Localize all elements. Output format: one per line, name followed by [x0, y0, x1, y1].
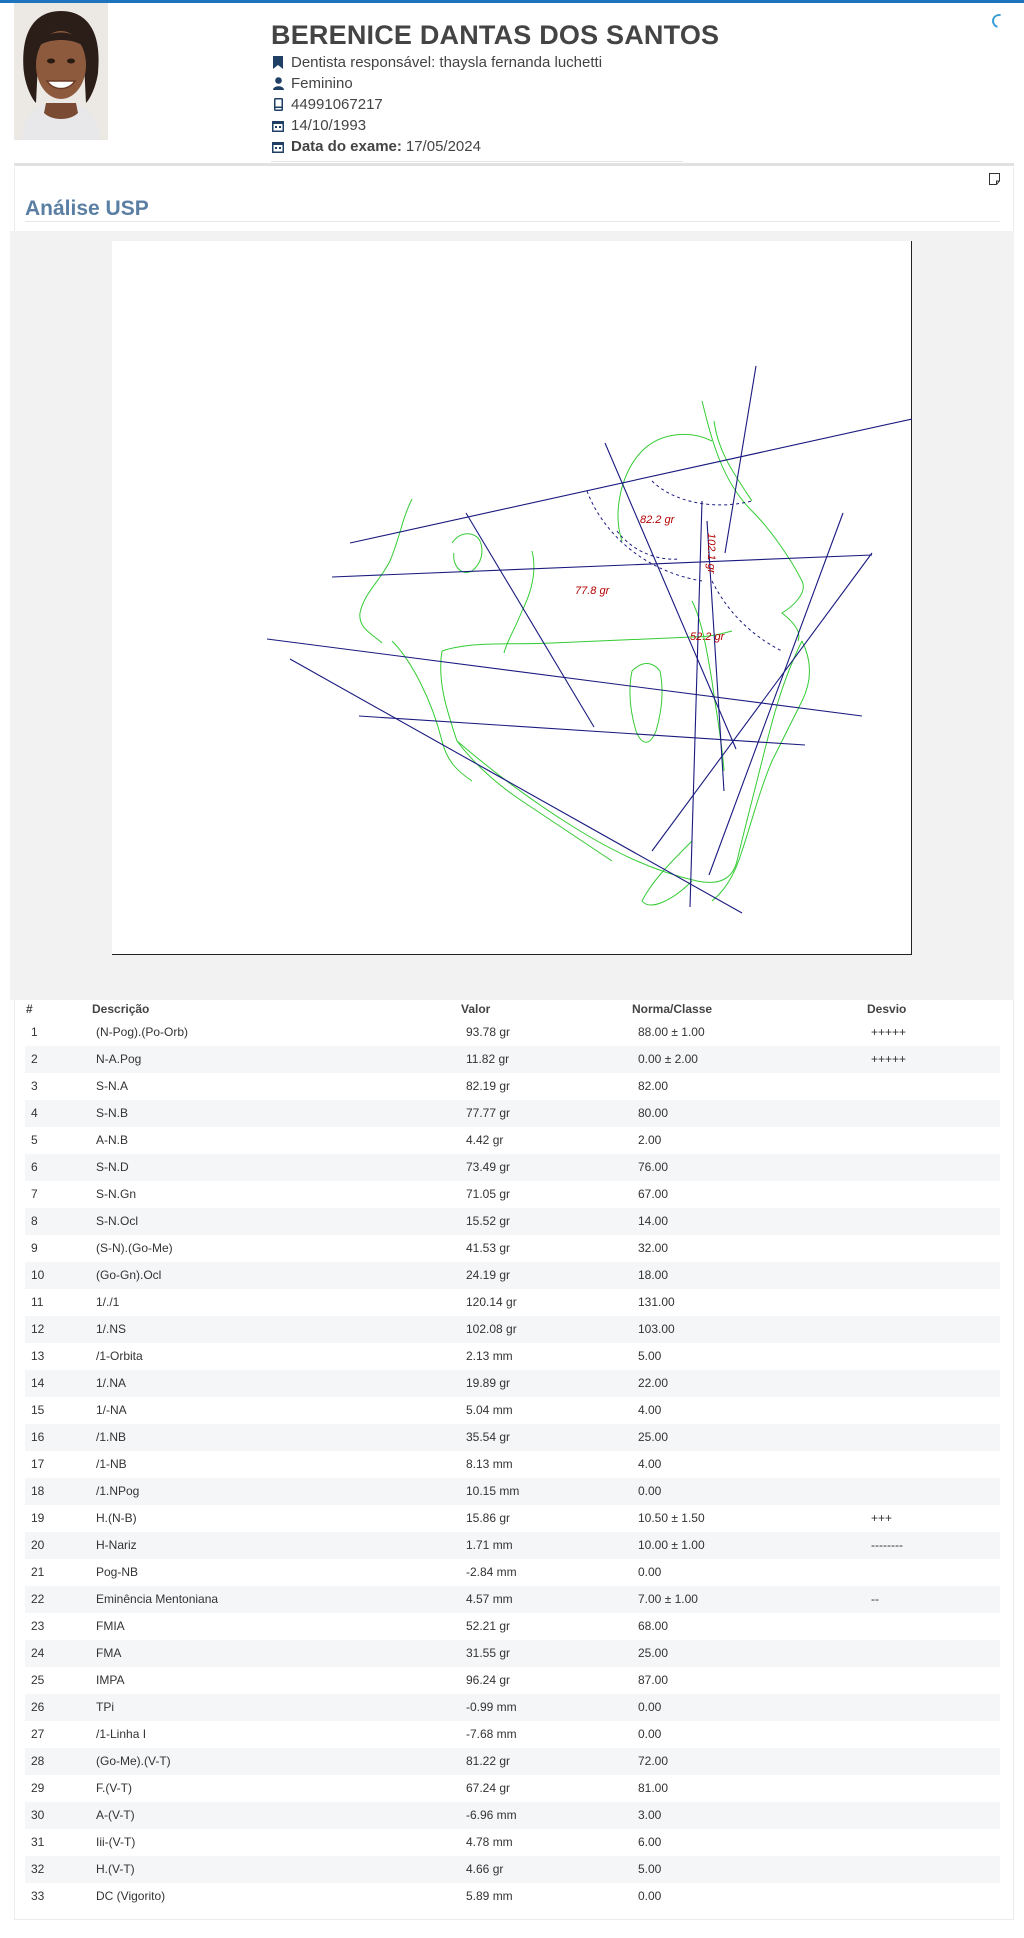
reference-line — [605, 443, 736, 749]
table-row — [25, 1478, 1000, 1505]
row-value: 10.15 mm — [466, 1484, 520, 1498]
sella-outline — [452, 534, 482, 573]
row-norm: 5.00 — [638, 1349, 662, 1363]
phone-row — [271, 94, 683, 115]
row-norm: 0.00 — [638, 1889, 662, 1903]
row-value: 19.89 gr — [466, 1376, 511, 1390]
row-index: 7 — [31, 1187, 38, 1201]
row-value: 4.78 mm — [466, 1835, 513, 1849]
ramus-outline — [392, 641, 472, 781]
row-index: 10 — [31, 1268, 45, 1282]
table-row — [25, 1154, 1000, 1181]
row-norm: 2.00 — [638, 1133, 662, 1147]
row-description: /1.NB — [96, 1430, 127, 1444]
row-description: DC (Vigorito) — [96, 1889, 166, 1903]
table-row — [25, 1046, 1000, 1073]
row-norm: 81.00 — [638, 1781, 669, 1795]
cranial-base-outline — [360, 499, 412, 643]
row-description: /1-Orbita — [96, 1349, 143, 1363]
row-norm: 0.00 — [638, 1727, 662, 1741]
row-index: 27 — [31, 1727, 45, 1741]
row-description: (N-Pog).(Po-Orb) — [96, 1025, 189, 1039]
table-row — [25, 1694, 1000, 1721]
row-norm: 68.00 — [638, 1619, 669, 1633]
row-deviation: -------- — [871, 1538, 903, 1552]
angle-label-3: 52.2 gr — [690, 631, 725, 643]
angle-arcs — [587, 481, 782, 651]
birth-date-row — [271, 115, 683, 136]
row-value: 31.55 gr — [466, 1646, 511, 1660]
row-value: -6.96 mm — [466, 1808, 517, 1822]
row-value: 73.49 gr — [466, 1160, 511, 1174]
row-index: 21 — [31, 1565, 45, 1579]
table-row — [25, 1829, 1000, 1856]
exam-date-row — [271, 136, 683, 157]
row-description: 1/./1 — [96, 1295, 120, 1309]
row-value: 4.66 gr — [466, 1862, 504, 1876]
dentist-name: thaysla fernanda luchetti — [439, 54, 603, 71]
reference-line — [709, 513, 843, 875]
patient-name: BERENICE DANTAS DOS SANTOS — [271, 20, 720, 50]
section-title: Análise USP — [25, 197, 149, 220]
row-value: 93.78 gr — [466, 1025, 511, 1039]
row-description: (Go-Me).(V-T) — [96, 1754, 171, 1768]
row-norm: 131.00 — [638, 1295, 675, 1309]
table-row — [25, 1505, 1000, 1532]
exam-date: 17/05/2024 — [405, 138, 481, 155]
molar-outline — [630, 664, 662, 743]
row-description: S-N.D — [96, 1160, 129, 1174]
table-row — [25, 1532, 1000, 1559]
row-norm: 32.00 — [638, 1241, 669, 1255]
reference-line — [350, 419, 912, 543]
row-index: 2 — [31, 1052, 38, 1066]
patient-photo — [14, 3, 108, 140]
table-row — [25, 1100, 1000, 1127]
angle-label-1: 77.8 gr — [575, 585, 610, 597]
row-index: 32 — [31, 1862, 45, 1876]
table-row — [25, 1289, 1000, 1316]
row-description: /1-Linha I — [96, 1727, 147, 1741]
table-row — [25, 1586, 1000, 1613]
palate-outline — [441, 651, 612, 861]
row-norm: 0.00 — [638, 1700, 662, 1714]
row-description: TPi — [96, 1700, 114, 1714]
row-index: 17 — [31, 1457, 45, 1471]
header-divider — [14, 163, 1014, 166]
row-description: 1/-NA — [96, 1403, 127, 1417]
calendar-icon — [271, 139, 285, 154]
header-index: # — [26, 1002, 33, 1016]
table-header — [25, 1002, 1000, 1018]
row-value: 35.54 gr — [466, 1430, 511, 1444]
row-norm: 6.00 — [638, 1835, 662, 1849]
row-index: 16 — [31, 1430, 45, 1444]
patient-birth-date: 14/10/1993 — [291, 117, 367, 134]
row-deviation: +++++ — [871, 1052, 907, 1066]
dentist-label: Dentista responsável: — [291, 54, 436, 71]
row-value: 5.04 mm — [466, 1403, 513, 1417]
row-deviation: -- — [871, 1592, 879, 1606]
cephalometric-tracing — [112, 241, 912, 955]
row-index: 25 — [31, 1673, 45, 1687]
table-row — [25, 1424, 1000, 1451]
table-row — [25, 1397, 1000, 1424]
row-index: 9 — [31, 1241, 38, 1255]
exam-date-label: Data do exame: — [291, 138, 402, 155]
row-value: 52.21 gr — [466, 1619, 511, 1633]
reference-line — [332, 555, 872, 577]
table-row — [25, 1181, 1000, 1208]
table-row — [25, 1802, 1000, 1829]
row-norm: 4.00 — [638, 1403, 662, 1417]
row-value: 96.24 gr — [466, 1673, 511, 1687]
row-norm: 87.00 — [638, 1673, 669, 1687]
row-index: 4 — [31, 1106, 38, 1120]
user-icon — [271, 76, 285, 91]
row-norm: 80.00 — [638, 1106, 669, 1120]
table-row — [25, 1073, 1000, 1100]
reference-line — [466, 513, 594, 727]
row-value: 102.08 gr — [466, 1322, 517, 1336]
row-description: 1/.NS — [96, 1322, 127, 1336]
row-description: Eminência Mentoniana — [96, 1592, 219, 1606]
row-description: /1.NPog — [96, 1484, 140, 1498]
lower-face-profile — [712, 641, 810, 901]
row-description: H.(N-B) — [96, 1511, 137, 1525]
row-norm: 14.00 — [638, 1214, 669, 1228]
cephalometric-tracing-canvas — [112, 241, 912, 955]
row-index: 29 — [31, 1781, 45, 1795]
row-norm: 10.50 ± 1.50 — [638, 1511, 705, 1525]
row-norm: 7.00 ± 1.00 — [638, 1592, 698, 1606]
row-index: 6 — [31, 1160, 38, 1174]
header-value: Valor — [461, 1002, 491, 1016]
row-value: 77.77 gr — [466, 1106, 511, 1120]
analysis-table-body — [25, 1019, 1000, 1910]
row-description: Iii-(V-T) — [96, 1835, 136, 1849]
row-norm: 18.00 — [638, 1268, 669, 1282]
row-value: 15.86 gr — [466, 1511, 511, 1525]
top-accent-bar — [0, 0, 1024, 3]
mandible-outline — [457, 641, 802, 882]
row-index: 30 — [31, 1808, 45, 1822]
row-description: A-N.B — [96, 1133, 129, 1147]
row-value: 4.57 mm — [466, 1592, 513, 1606]
table-row — [25, 1262, 1000, 1289]
row-index: 14 — [31, 1376, 45, 1390]
row-value: 11.82 gr — [466, 1052, 510, 1066]
row-index: 31 — [31, 1835, 45, 1849]
tooth-icon — [271, 55, 285, 70]
row-description: Pog-NB — [96, 1565, 139, 1579]
row-value: 4.42 gr — [466, 1133, 504, 1147]
row-index: 19 — [31, 1511, 45, 1525]
row-description: H.(V-T) — [96, 1862, 135, 1876]
header-norm: Norma/Classe — [632, 1002, 713, 1016]
row-index: 1 — [31, 1025, 38, 1039]
row-norm: 5.00 — [638, 1862, 662, 1876]
row-norm: 10.00 ± 1.00 — [638, 1538, 705, 1552]
angle-label-0: 82.2 gr — [640, 514, 675, 526]
row-description: (Go-Gn).Ocl — [96, 1268, 162, 1282]
row-index: 22 — [31, 1592, 45, 1606]
table-row — [25, 1856, 1000, 1883]
row-norm: 67.00 — [638, 1187, 669, 1201]
row-index: 11 — [31, 1295, 44, 1309]
row-description: IMPA — [96, 1673, 125, 1687]
row-description: F.(V-T) — [96, 1781, 132, 1795]
row-value: 41.53 gr — [466, 1241, 511, 1255]
table-row — [25, 1640, 1000, 1667]
row-norm: 3.00 — [638, 1808, 662, 1822]
table-row — [25, 1667, 1000, 1694]
row-norm: 25.00 — [638, 1646, 669, 1660]
row-value: 24.19 gr — [466, 1268, 511, 1282]
row-description: FMA — [96, 1646, 122, 1660]
row-index: 12 — [31, 1322, 45, 1336]
row-value: 5.89 mm — [466, 1889, 513, 1903]
table-row — [25, 1208, 1000, 1235]
reference-line — [290, 659, 742, 913]
loading-spinner-icon — [989, 11, 1008, 30]
maxilla-outline — [442, 631, 732, 651]
row-value: 1.71 mm — [466, 1538, 513, 1552]
row-index: 3 — [31, 1079, 38, 1093]
row-value: 120.14 gr — [466, 1295, 517, 1309]
table-row — [25, 1721, 1000, 1748]
row-deviation: +++ — [871, 1511, 893, 1525]
row-description: S-N.Gn — [96, 1187, 137, 1201]
row-norm: 88.00 ± 1.00 — [638, 1025, 705, 1039]
row-norm: 0.00 — [638, 1484, 662, 1498]
angle-label-2: 102.1 gr — [705, 533, 717, 574]
row-norm: 22.00 — [638, 1376, 669, 1390]
angle-labels — [575, 514, 726, 643]
table-row — [25, 1370, 1000, 1397]
row-index: 18 — [31, 1484, 45, 1498]
header-deviation: Desvio — [867, 1002, 907, 1016]
gender-row — [271, 73, 683, 94]
reference-line — [652, 553, 872, 851]
row-value: -0.99 mm — [466, 1700, 517, 1714]
row-value: 71.05 gr — [466, 1187, 511, 1201]
section-rule — [25, 221, 1000, 222]
row-description: (S-N).(Go-Me) — [96, 1241, 173, 1255]
row-index: 13 — [31, 1349, 45, 1363]
note-icon[interactable] — [989, 172, 1000, 184]
patient-phone: 44991067217 — [291, 96, 383, 113]
row-value: 81.22 gr — [466, 1754, 511, 1768]
row-index: 28 — [31, 1754, 45, 1768]
row-value: -7.68 mm — [466, 1727, 517, 1741]
row-norm: 103.00 — [638, 1322, 675, 1336]
row-index: 23 — [31, 1619, 45, 1633]
table-row — [25, 1883, 1000, 1910]
row-description: /1-NB — [96, 1457, 127, 1471]
table-row — [25, 1613, 1000, 1640]
table-row — [25, 1316, 1000, 1343]
row-index: 8 — [31, 1214, 38, 1228]
row-value: 15.52 gr — [466, 1214, 511, 1228]
patient-info — [271, 18, 720, 162]
table-row — [25, 1775, 1000, 1802]
table-row — [25, 1748, 1000, 1775]
row-index: 20 — [31, 1538, 45, 1552]
row-description: N-A.Pog — [96, 1052, 142, 1066]
row-description: A-(V-T) — [96, 1808, 135, 1822]
row-index: 26 — [31, 1700, 45, 1714]
reference-lines — [267, 366, 912, 913]
row-description: H-Nariz — [96, 1538, 137, 1552]
table-row — [25, 1559, 1000, 1586]
row-value: 67.24 gr — [466, 1781, 511, 1795]
row-norm: 82.00 — [638, 1079, 669, 1093]
table-row — [25, 1451, 1000, 1478]
row-description: 1/.NA — [96, 1376, 127, 1390]
row-value: 2.13 mm — [466, 1349, 513, 1363]
reference-line — [359, 716, 805, 745]
row-description: S-N.A — [96, 1079, 129, 1093]
table-row — [25, 1127, 1000, 1154]
table-row — [25, 1235, 1000, 1262]
row-description: FMIA — [96, 1619, 125, 1633]
row-description: S-N.B — [96, 1106, 129, 1120]
row-index: 5 — [31, 1133, 38, 1147]
mobile-phone-icon — [271, 97, 285, 112]
anatomical-tracing — [360, 401, 810, 905]
row-index: 33 — [31, 1889, 45, 1903]
row-norm: 25.00 — [638, 1430, 669, 1444]
calendar-icon — [271, 118, 285, 133]
row-value: 8.13 mm — [466, 1457, 513, 1471]
row-value: 82.19 gr — [466, 1079, 511, 1093]
row-norm: 4.00 — [638, 1457, 662, 1471]
row-norm: 76.00 — [638, 1160, 669, 1174]
cephalometric-tracing-area — [10, 231, 1014, 1000]
row-norm: 0.00 — [638, 1565, 662, 1579]
patient-gender: Feminino — [291, 75, 353, 92]
row-norm: 0.00 ± 2.00 — [638, 1052, 698, 1066]
row-deviation: +++++ — [871, 1025, 907, 1039]
dentist-row — [271, 52, 683, 73]
table-row — [25, 1019, 1000, 1046]
row-index: 24 — [31, 1646, 45, 1660]
row-value: -2.84 mm — [466, 1565, 517, 1579]
header-description: Descrição — [92, 1002, 150, 1016]
row-description: S-N.Ocl — [96, 1214, 138, 1228]
row-index: 15 — [31, 1403, 45, 1417]
row-norm: 72.00 — [638, 1754, 669, 1768]
table-row — [25, 1343, 1000, 1370]
